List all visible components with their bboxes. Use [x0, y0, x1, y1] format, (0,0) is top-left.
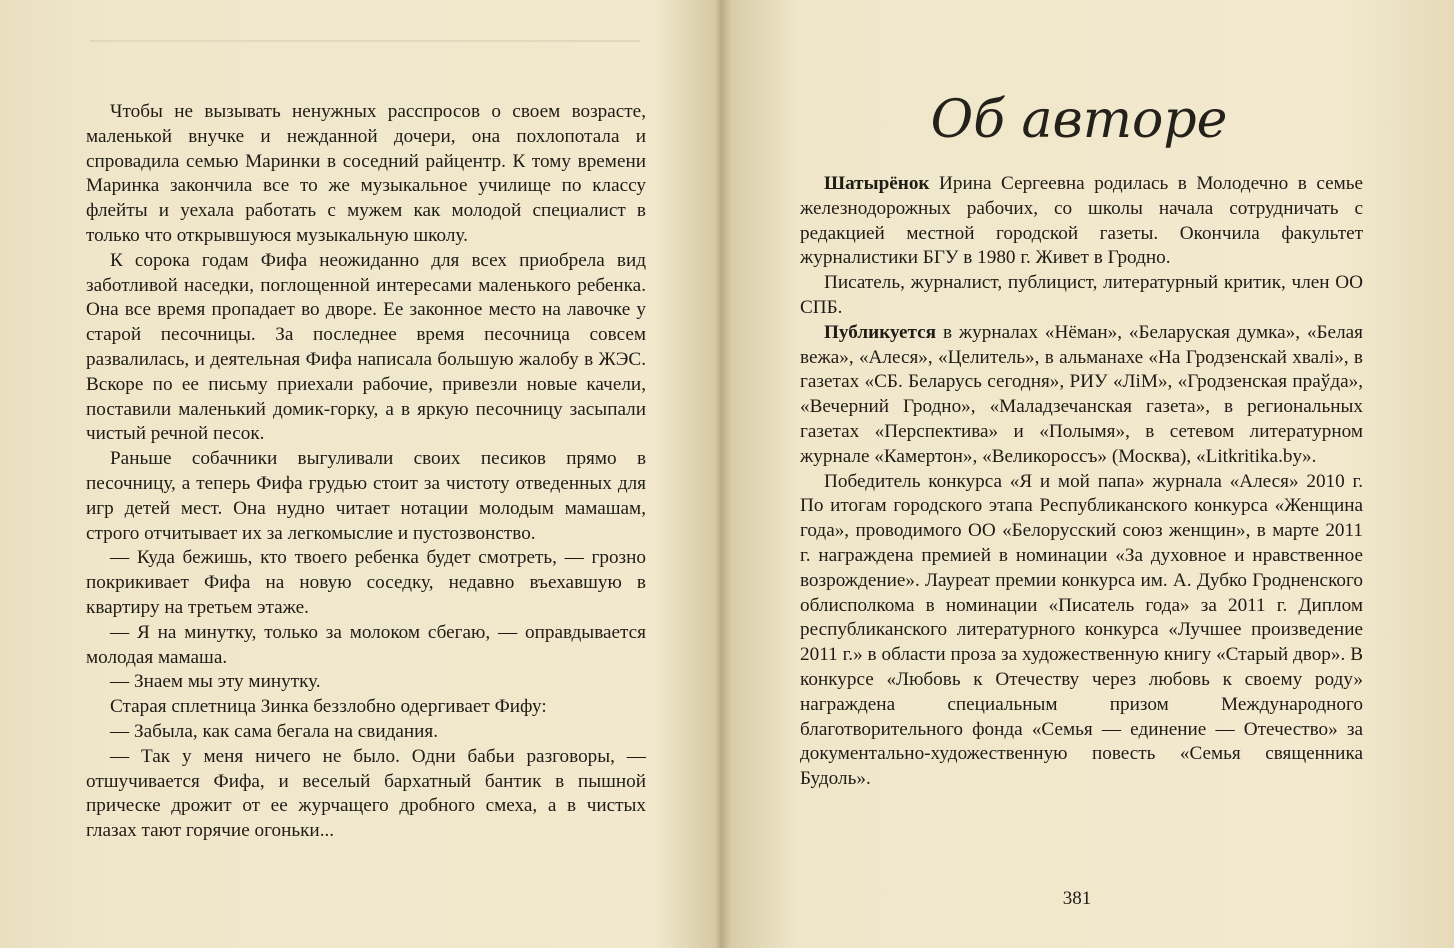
bio-paragraph — [800, 172, 1363, 271]
dialogue-line: — Знаем мы эту минутку. — [110, 671, 321, 693]
left-page-text — [86, 100, 646, 844]
publications-lead: Публикуется — [824, 321, 937, 343]
publications-text: в журналах «Нёман», «Беларуская думка», «Белая вежа», «Алеся», «Целитель», в альманахе «На Гродзенскай хвалі», в газетах «СБ. Беларусь сегодня», РИУ «ЛіМ», «Гродзенская праўда», «Вечерний Гродно», «Маладзечанская газета», в региональных газетах «Перспектива» и «Полымя», в сетевом литературном журнале «Камертон», «Великороссъ» (Москва), «Litkritika.by». — [800, 321, 1363, 467]
left-page — [0, 0, 720, 948]
dialogue-line: — Забыла, как сама бегала на свидания. — [110, 720, 439, 742]
bio-text: Ирина Сергеевна родилась в Молодечно в семье железнодорожных рабочих, со школы начала сотрудничать с редакцией местной городской газеты. Окончила факультет журналистики БГУ в 1980 г. Живет в Гродно. — [800, 173, 1363, 269]
author-surname: Шатырёнок — [824, 173, 930, 194]
awards-paragraph: Победитель конкурса «Я и мой папа» журнала «Алеся» 2010 г. По итогам городского этапа Республиканского конкурса «Женщина года», проводимого ОО «Белорусский союз женщин», в марте 2011 г. награждена премией в номинации «За духовное и нравственное возрождение». Лауреат премии конкурса им. А. Дубко Гродненского облисполкома в номинации «Писатель года» за 2011 г. Диплом республиканского литературного конкурса «Лучшее произведение 2011 г.» в области проза за художественную книгу «Старый двор». В конкурсе «Любовь к Отечеству через любовь к своему роду» награждена специальным призом Международного благотворительного фонда «Семья — единение — Отечество» за документально-художественную повесть «Семья священника Будоль». — [800, 470, 1363, 790]
paragraph: Чтобы не вызывать ненужных расспросов о своем возрасте, маленькой внучке и нежданной дочери, она похлопотала и спровадила семью Маринки в соседний райцентр. К тому времени Маринка закончила все то же музыкальное училище по классу флейты и уехала работать с мужем как молодой специалист в только что открывшуюся музыкальную школу. — [86, 101, 646, 246]
dialogue-line: — Так у меня ничего не было. Одни бабьи разговоры, — отшучивается Фифа, и веселый бархатный бантик в пышной прическе дрожит от ее журчащего дробного смеха, а в чистых глазах тают горячие огоньки... — [86, 745, 646, 842]
right-page — [728, 0, 1454, 948]
dialogue-line: — Куда бежишь, кто твоего ребенка будет смотреть, — грозно покрикивает Фифа на новую соседку, недавно въехавшую в квартиру на третьем этаже. — [86, 547, 646, 618]
dialogue-line: — Я на минутку, только за молоком сбегаю, — оправдывается молодая мамаша. — [86, 621, 646, 668]
paragraph: К сорока годам Фифа неожиданно для всех приобрела вид заботливой наседки, поглощенной интересами маленького ребенка. Она все время пропадает во дворе. Ее законное место на лавочке у старой песочницы. За последнее время песочница совсем развалилась, и деятельная Фифа написала большую жалобу в ЖЭС. Вскоре по ее письму приехали рабочие, привезли новые качели, поставили маленький домик-горку, а в яркую песочницу засыпали чистый речной песок. — [86, 249, 646, 445]
bleed-through-line — [90, 40, 640, 42]
paragraph: Старая сплетница Зинка беззлобно одергивает Фифу: — [110, 696, 547, 718]
right-page-text — [800, 172, 1363, 792]
section-heading: Об авторе — [930, 90, 1228, 150]
paragraph: Раньше собачники выгуливали своих песиков прямо в песочницу, а теперь Фифа грудью стоит за чистоту отведенных для игр детей мест. Она нудно читает нотации молодым мамашам, строго отчитывает их за легкомыслие и пустозвонство. — [86, 448, 646, 544]
page-number: 381 — [1062, 888, 1092, 909]
occupation-paragraph: Писатель, журналист, публицист, литературный критик, член ОО СПБ. — [800, 272, 1363, 318]
publications-paragraph — [800, 321, 1363, 470]
